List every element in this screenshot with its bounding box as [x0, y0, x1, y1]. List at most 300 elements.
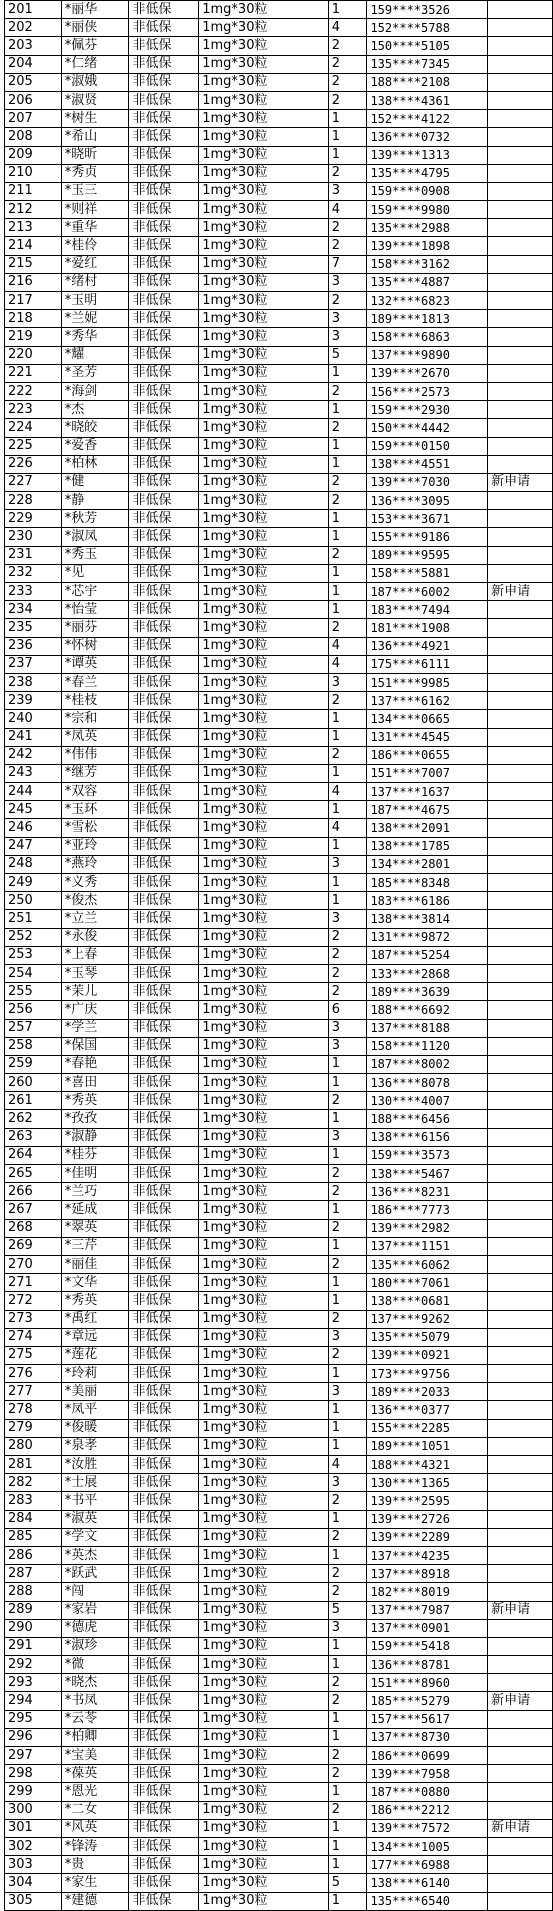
- table-row: [5, 655, 553, 673]
- note-cell: [488, 455, 553, 473]
- table-row: [5, 219, 553, 237]
- row-number-cell: 252: [5, 928, 62, 946]
- note-cell: [488, 837, 553, 855]
- subsidy-type-cell: 非低保: [129, 819, 199, 837]
- subsidy-type-cell: 非低保: [129, 1892, 199, 1910]
- row-number-cell: 225: [5, 437, 62, 455]
- subsidy-type-cell: 非低保: [129, 201, 199, 219]
- subsidy-type-cell: 非低保: [129, 1001, 199, 1019]
- table-row: [5, 983, 553, 1001]
- quantity-cell: 5: [328, 1874, 367, 1892]
- phone-cell: 189****1813: [367, 310, 488, 328]
- table-row: [5, 146, 553, 164]
- table-row: [5, 1546, 553, 1564]
- row-number-cell: 245: [5, 801, 62, 819]
- dosage-spec-cell: 1mg*30粒: [199, 310, 328, 328]
- dosage-spec-cell: 1mg*30粒: [199, 273, 328, 291]
- phone-cell: 135****4795: [367, 164, 488, 182]
- dosage-spec-cell: 1mg*30粒: [199, 874, 328, 892]
- subsidy-type-cell: 非低保: [129, 1801, 199, 1819]
- row-number-cell: 302: [5, 1837, 62, 1855]
- table-row: [5, 1001, 553, 1019]
- phone-cell: 158****6863: [367, 328, 488, 346]
- row-number-cell: 292: [5, 1656, 62, 1674]
- phone-cell: 159****0150: [367, 437, 488, 455]
- name-cell: *淑静: [61, 1128, 129, 1146]
- name-cell: *书平: [61, 1492, 129, 1510]
- phone-cell: 183****7494: [367, 601, 488, 619]
- dosage-spec-cell: 1mg*30粒: [199, 1055, 328, 1073]
- phone-cell: 136****8078: [367, 1074, 488, 1092]
- row-number-cell: 287: [5, 1565, 62, 1583]
- row-number-cell: 253: [5, 946, 62, 964]
- phone-cell: 188****4321: [367, 1456, 488, 1474]
- quantity-cell: 2: [328, 164, 367, 182]
- row-number-cell: 220: [5, 346, 62, 364]
- note-cell: [488, 1474, 553, 1492]
- dosage-spec-cell: 1mg*30粒: [199, 182, 328, 200]
- note-cell: [488, 1074, 553, 1092]
- phone-cell: 132****6823: [367, 292, 488, 310]
- name-cell: *圣芳: [61, 364, 129, 382]
- table-row: [5, 692, 553, 710]
- quantity-cell: 2: [328, 1310, 367, 1328]
- subsidy-type-cell: 非低保: [129, 19, 199, 37]
- quantity-cell: 1: [328, 1710, 367, 1728]
- subsidy-type-cell: 非低保: [129, 1292, 199, 1310]
- phone-cell: 138****0681: [367, 1292, 488, 1310]
- subsidy-type-cell: 非低保: [129, 1747, 199, 1765]
- phone-cell: 137****4235: [367, 1546, 488, 1564]
- row-number-cell: 223: [5, 401, 62, 419]
- subsidy-type-cell: 非低保: [129, 1383, 199, 1401]
- subsidy-type-cell: 非低保: [129, 874, 199, 892]
- subsidy-type-cell: 非低保: [129, 310, 199, 328]
- quantity-cell: 1: [328, 1110, 367, 1128]
- phone-cell: 186****7773: [367, 1201, 488, 1219]
- row-number-cell: 288: [5, 1583, 62, 1601]
- quantity-cell: 1: [328, 764, 367, 782]
- row-number-cell: 301: [5, 1819, 62, 1837]
- quantity-cell: 1: [328, 1419, 367, 1437]
- name-cell: *绪村: [61, 273, 129, 291]
- quantity-cell: 2: [328, 91, 367, 109]
- table-row: [5, 401, 553, 419]
- phone-cell: 139****2289: [367, 1528, 488, 1546]
- note-cell: 新申请: [488, 583, 553, 601]
- table-row: [5, 382, 553, 400]
- table-row: [5, 492, 553, 510]
- note-cell: [488, 1165, 553, 1183]
- phone-cell: 155****9186: [367, 528, 488, 546]
- phone-cell: 187****8002: [367, 1055, 488, 1073]
- row-number-cell: 296: [5, 1728, 62, 1746]
- quantity-cell: 1: [328, 601, 367, 619]
- name-cell: *上春: [61, 946, 129, 964]
- table-row: [5, 164, 553, 182]
- dosage-spec-cell: 1mg*30粒: [199, 801, 328, 819]
- dosage-spec-cell: 1mg*30粒: [199, 1365, 328, 1383]
- row-number-cell: 244: [5, 783, 62, 801]
- phone-cell: 139****7958: [367, 1765, 488, 1783]
- phone-cell: 186****2212: [367, 1801, 488, 1819]
- row-number-cell: 257: [5, 1019, 62, 1037]
- note-cell: [488, 1728, 553, 1746]
- name-cell: *俊杰: [61, 892, 129, 910]
- table-row: [5, 837, 553, 855]
- subsidy-type-cell: 非低保: [129, 55, 199, 73]
- table-row: [5, 328, 553, 346]
- row-number-cell: 203: [5, 37, 62, 55]
- note-cell: [488, 437, 553, 455]
- subsidy-type-cell: 非低保: [129, 1819, 199, 1837]
- phone-cell: 151****8960: [367, 1674, 488, 1692]
- note-cell: [488, 346, 553, 364]
- dosage-spec-cell: 1mg*30粒: [199, 964, 328, 982]
- name-cell: *书凤: [61, 1692, 129, 1710]
- note-cell: [488, 783, 553, 801]
- subsidy-type-cell: 非低保: [129, 419, 199, 437]
- dosage-spec-cell: 1mg*30粒: [199, 564, 328, 582]
- row-number-cell: 273: [5, 1310, 62, 1328]
- subsidy-type-cell: 非低保: [129, 1674, 199, 1692]
- note-cell: [488, 1383, 553, 1401]
- subsidy-type-cell: 非低保: [129, 1274, 199, 1292]
- phone-cell: 173****9756: [367, 1365, 488, 1383]
- dosage-spec-cell: 1mg*30粒: [199, 437, 328, 455]
- note-cell: [488, 1292, 553, 1310]
- table-row: [5, 455, 553, 473]
- phone-cell: 151****9985: [367, 673, 488, 691]
- subsidy-type-cell: 非低保: [129, 455, 199, 473]
- name-cell: *凤英: [61, 728, 129, 746]
- dosage-spec-cell: 1mg*30粒: [199, 146, 328, 164]
- note-cell: [488, 364, 553, 382]
- row-number-cell: 231: [5, 546, 62, 564]
- subsidy-type-cell: 非低保: [129, 255, 199, 273]
- table-row: [5, 419, 553, 437]
- subsidy-type-cell: 非低保: [129, 746, 199, 764]
- row-number-cell: 261: [5, 1092, 62, 1110]
- quantity-cell: 2: [328, 619, 367, 637]
- dosage-spec-cell: 1mg*30粒: [199, 1510, 328, 1528]
- row-number-cell: 232: [5, 564, 62, 582]
- subsidy-type-cell: 非低保: [129, 382, 199, 400]
- subsidy-type-cell: 非低保: [129, 1237, 199, 1255]
- subsidy-type-cell: 非低保: [129, 1874, 199, 1892]
- row-number-cell: 255: [5, 983, 62, 1001]
- dosage-spec-cell: 1mg*30粒: [199, 1601, 328, 1619]
- quantity-cell: 1: [328, 1274, 367, 1292]
- subsidy-type-cell: 非低保: [129, 655, 199, 673]
- name-cell: *春艳: [61, 1055, 129, 1073]
- name-cell: *喜田: [61, 1074, 129, 1092]
- quantity-cell: 1: [328, 1837, 367, 1855]
- dosage-spec-cell: 1mg*30粒: [199, 1783, 328, 1801]
- quantity-cell: 2: [328, 964, 367, 982]
- phone-cell: 189****9595: [367, 546, 488, 564]
- note-cell: [488, 1365, 553, 1383]
- subsidy-type-cell: 非低保: [129, 146, 199, 164]
- name-cell: *柏林: [61, 455, 129, 473]
- name-cell: *章远: [61, 1328, 129, 1346]
- subsidy-type-cell: 非低保: [129, 1710, 199, 1728]
- name-cell: *柏卿: [61, 1728, 129, 1746]
- name-cell: *杰: [61, 401, 129, 419]
- row-number-cell: 240: [5, 710, 62, 728]
- table-row: [5, 1437, 553, 1455]
- row-number-cell: 289: [5, 1601, 62, 1619]
- table-row: [5, 1165, 553, 1183]
- dosage-spec-cell: 1mg*30粒: [199, 728, 328, 746]
- note-cell: [488, 146, 553, 164]
- phone-cell: 138****2091: [367, 819, 488, 837]
- quantity-cell: 2: [328, 746, 367, 764]
- subsidy-type-cell: 非低保: [129, 73, 199, 91]
- note-cell: [488, 1219, 553, 1237]
- name-cell: *凤平: [61, 1401, 129, 1419]
- name-cell: *桂枝: [61, 692, 129, 710]
- phone-cell: 185****8348: [367, 874, 488, 892]
- note-cell: [488, 1237, 553, 1255]
- quantity-cell: 1: [328, 874, 367, 892]
- dosage-spec-cell: 1mg*30粒: [199, 328, 328, 346]
- name-cell: *玉环: [61, 801, 129, 819]
- subsidy-type-cell: 非低保: [129, 1565, 199, 1583]
- table-row: [5, 1146, 553, 1164]
- dosage-spec-cell: 1mg*30粒: [199, 1456, 328, 1474]
- row-number-cell: 264: [5, 1146, 62, 1164]
- phone-cell: 136****8781: [367, 1656, 488, 1674]
- phone-cell: 138****3814: [367, 910, 488, 928]
- phone-cell: 139****2982: [367, 1219, 488, 1237]
- row-number-cell: 297: [5, 1747, 62, 1765]
- quantity-cell: 1: [328, 1, 367, 19]
- row-number-cell: 233: [5, 583, 62, 601]
- dosage-spec-cell: 1mg*30粒: [199, 73, 328, 91]
- table-row: [5, 1092, 553, 1110]
- table-row: [5, 1819, 553, 1837]
- name-cell: *静: [61, 492, 129, 510]
- phone-cell: 135****2988: [367, 219, 488, 237]
- dosage-spec-cell: 1mg*30粒: [199, 91, 328, 109]
- row-number-cell: 254: [5, 964, 62, 982]
- dosage-spec-cell: 1mg*30粒: [199, 1437, 328, 1455]
- row-number-cell: 267: [5, 1201, 62, 1219]
- quantity-cell: 3: [328, 1037, 367, 1055]
- name-cell: *义秀: [61, 874, 129, 892]
- phone-cell: 156****2573: [367, 382, 488, 400]
- quantity-cell: 4: [328, 655, 367, 673]
- note-cell: [488, 710, 553, 728]
- quantity-cell: 1: [328, 892, 367, 910]
- subsidy-type-cell: 非低保: [129, 546, 199, 564]
- table-row: [5, 1801, 553, 1819]
- note-cell: [488, 728, 553, 746]
- row-number-cell: 201: [5, 1, 62, 19]
- phone-cell: 136****0377: [367, 1401, 488, 1419]
- quantity-cell: 2: [328, 1765, 367, 1783]
- dosage-spec-cell: 1mg*30粒: [199, 910, 328, 928]
- table-row: [5, 601, 553, 619]
- note-cell: [488, 328, 553, 346]
- name-cell: *佩芬: [61, 37, 129, 55]
- row-number-cell: 286: [5, 1546, 62, 1564]
- note-cell: [488, 1783, 553, 1801]
- table-row: [5, 255, 553, 273]
- dosage-spec-cell: 1mg*30粒: [199, 1583, 328, 1601]
- quantity-cell: 2: [328, 1674, 367, 1692]
- row-number-cell: 248: [5, 855, 62, 873]
- subsidy-type-cell: 非低保: [129, 673, 199, 691]
- subsidy-type-cell: 非低保: [129, 1219, 199, 1237]
- dosage-spec-cell: 1mg*30粒: [199, 1110, 328, 1128]
- quantity-cell: 1: [328, 1365, 367, 1383]
- row-number-cell: 224: [5, 419, 62, 437]
- table-row: [5, 1728, 553, 1746]
- quantity-cell: 1: [328, 801, 367, 819]
- note-cell: [488, 1092, 553, 1110]
- dosage-spec-cell: 1mg*30粒: [199, 1837, 328, 1855]
- row-number-cell: 275: [5, 1346, 62, 1364]
- phone-cell: 159****0908: [367, 182, 488, 200]
- table-row: [5, 1037, 553, 1055]
- subsidy-type-cell: 非低保: [129, 437, 199, 455]
- phone-cell: 159****5418: [367, 1637, 488, 1655]
- quantity-cell: 4: [328, 19, 367, 37]
- table-row: [5, 1365, 553, 1383]
- name-cell: *谭英: [61, 655, 129, 673]
- subsidy-type-cell: 非低保: [129, 1656, 199, 1674]
- table-row: [5, 1274, 553, 1292]
- note-cell: [488, 1874, 553, 1892]
- name-cell: *文华: [61, 1274, 129, 1292]
- phone-cell: 139****0921: [367, 1346, 488, 1364]
- dosage-spec-cell: 1mg*30粒: [199, 746, 328, 764]
- note-cell: [488, 1437, 553, 1455]
- row-number-cell: 268: [5, 1219, 62, 1237]
- subsidy-type-cell: 非低保: [129, 1019, 199, 1037]
- note-cell: [488, 201, 553, 219]
- note-cell: 新申请: [488, 1692, 553, 1710]
- quantity-cell: 3: [328, 1019, 367, 1037]
- row-number-cell: 226: [5, 455, 62, 473]
- phone-cell: 139****2670: [367, 364, 488, 382]
- dosage-spec-cell: 1mg*30粒: [199, 1001, 328, 1019]
- subsidy-type-cell: 非低保: [129, 710, 199, 728]
- quantity-cell: 7: [328, 255, 367, 273]
- subsidy-type-cell: 非低保: [129, 510, 199, 528]
- row-number-cell: 305: [5, 1892, 62, 1910]
- phone-cell: 136****3095: [367, 492, 488, 510]
- note-cell: [488, 419, 553, 437]
- subsidy-type-cell: 非低保: [129, 1183, 199, 1201]
- row-number-cell: 279: [5, 1419, 62, 1437]
- phone-cell: 151****7007: [367, 764, 488, 782]
- phone-cell: 138****4361: [367, 91, 488, 109]
- phone-cell: 137****0901: [367, 1619, 488, 1637]
- table-row: [5, 1510, 553, 1528]
- table-row: [5, 855, 553, 873]
- quantity-cell: 1: [328, 710, 367, 728]
- phone-cell: 135****5079: [367, 1328, 488, 1346]
- phone-cell: 187****0880: [367, 1783, 488, 1801]
- phone-cell: 138****5467: [367, 1165, 488, 1183]
- name-cell: *希山: [61, 128, 129, 146]
- name-cell: *兰妮: [61, 310, 129, 328]
- row-number-cell: 206: [5, 91, 62, 109]
- dosage-spec-cell: 1mg*30粒: [199, 1419, 328, 1437]
- table-row: [5, 1619, 553, 1637]
- note-cell: [488, 55, 553, 73]
- subsidy-type-cell: 非低保: [129, 1856, 199, 1874]
- table-row: [5, 801, 553, 819]
- phone-cell: 135****6540: [367, 1892, 488, 1910]
- quantity-cell: 2: [328, 1801, 367, 1819]
- row-number-cell: 282: [5, 1474, 62, 1492]
- row-number-cell: 213: [5, 219, 62, 237]
- note-cell: [488, 619, 553, 637]
- note-cell: [488, 874, 553, 892]
- quantity-cell: 2: [328, 382, 367, 400]
- note-cell: [488, 1310, 553, 1328]
- note-cell: [488, 310, 553, 328]
- row-number-cell: 209: [5, 146, 62, 164]
- phone-cell: 137****6162: [367, 692, 488, 710]
- dosage-spec-cell: 1mg*30粒: [199, 255, 328, 273]
- quantity-cell: 2: [328, 1346, 367, 1364]
- quantity-cell: 3: [328, 1619, 367, 1637]
- name-cell: *延成: [61, 1201, 129, 1219]
- phone-cell: 180****7061: [367, 1274, 488, 1292]
- name-cell: *桂芬: [61, 1146, 129, 1164]
- table-row: [5, 728, 553, 746]
- subsidy-type-cell: 非低保: [129, 1510, 199, 1528]
- quantity-cell: 1: [328, 837, 367, 855]
- dosage-spec-cell: 1mg*30粒: [199, 1728, 328, 1746]
- quantity-cell: 2: [328, 492, 367, 510]
- table-row: [5, 1837, 553, 1855]
- table-row: [5, 437, 553, 455]
- table-row: [5, 1219, 553, 1237]
- note-cell: [488, 273, 553, 291]
- dosage-spec-cell: 1mg*30粒: [199, 473, 328, 491]
- row-number-cell: 229: [5, 510, 62, 528]
- phone-cell: 135****7345: [367, 55, 488, 73]
- note-cell: [488, 1456, 553, 1474]
- quantity-cell: 1: [328, 110, 367, 128]
- table-row: [5, 583, 553, 601]
- note-cell: [488, 1419, 553, 1437]
- subsidy-type-cell: 非低保: [129, 1110, 199, 1128]
- row-number-cell: 230: [5, 528, 62, 546]
- quantity-cell: 1: [328, 437, 367, 455]
- phone-cell: 130****1365: [367, 1474, 488, 1492]
- quantity-cell: 2: [328, 692, 367, 710]
- note-cell: [488, 983, 553, 1001]
- quantity-cell: 3: [328, 1474, 367, 1492]
- phone-cell: 139****2595: [367, 1492, 488, 1510]
- name-cell: *二女: [61, 1801, 129, 1819]
- name-cell: *重华: [61, 219, 129, 237]
- note-cell: [488, 892, 553, 910]
- table-row: [5, 710, 553, 728]
- subsidy-type-cell: 非低保: [129, 837, 199, 855]
- phone-cell: 152****4122: [367, 110, 488, 128]
- name-cell: *风英: [61, 1819, 129, 1837]
- phone-cell: 187****5254: [367, 946, 488, 964]
- note-cell: [488, 219, 553, 237]
